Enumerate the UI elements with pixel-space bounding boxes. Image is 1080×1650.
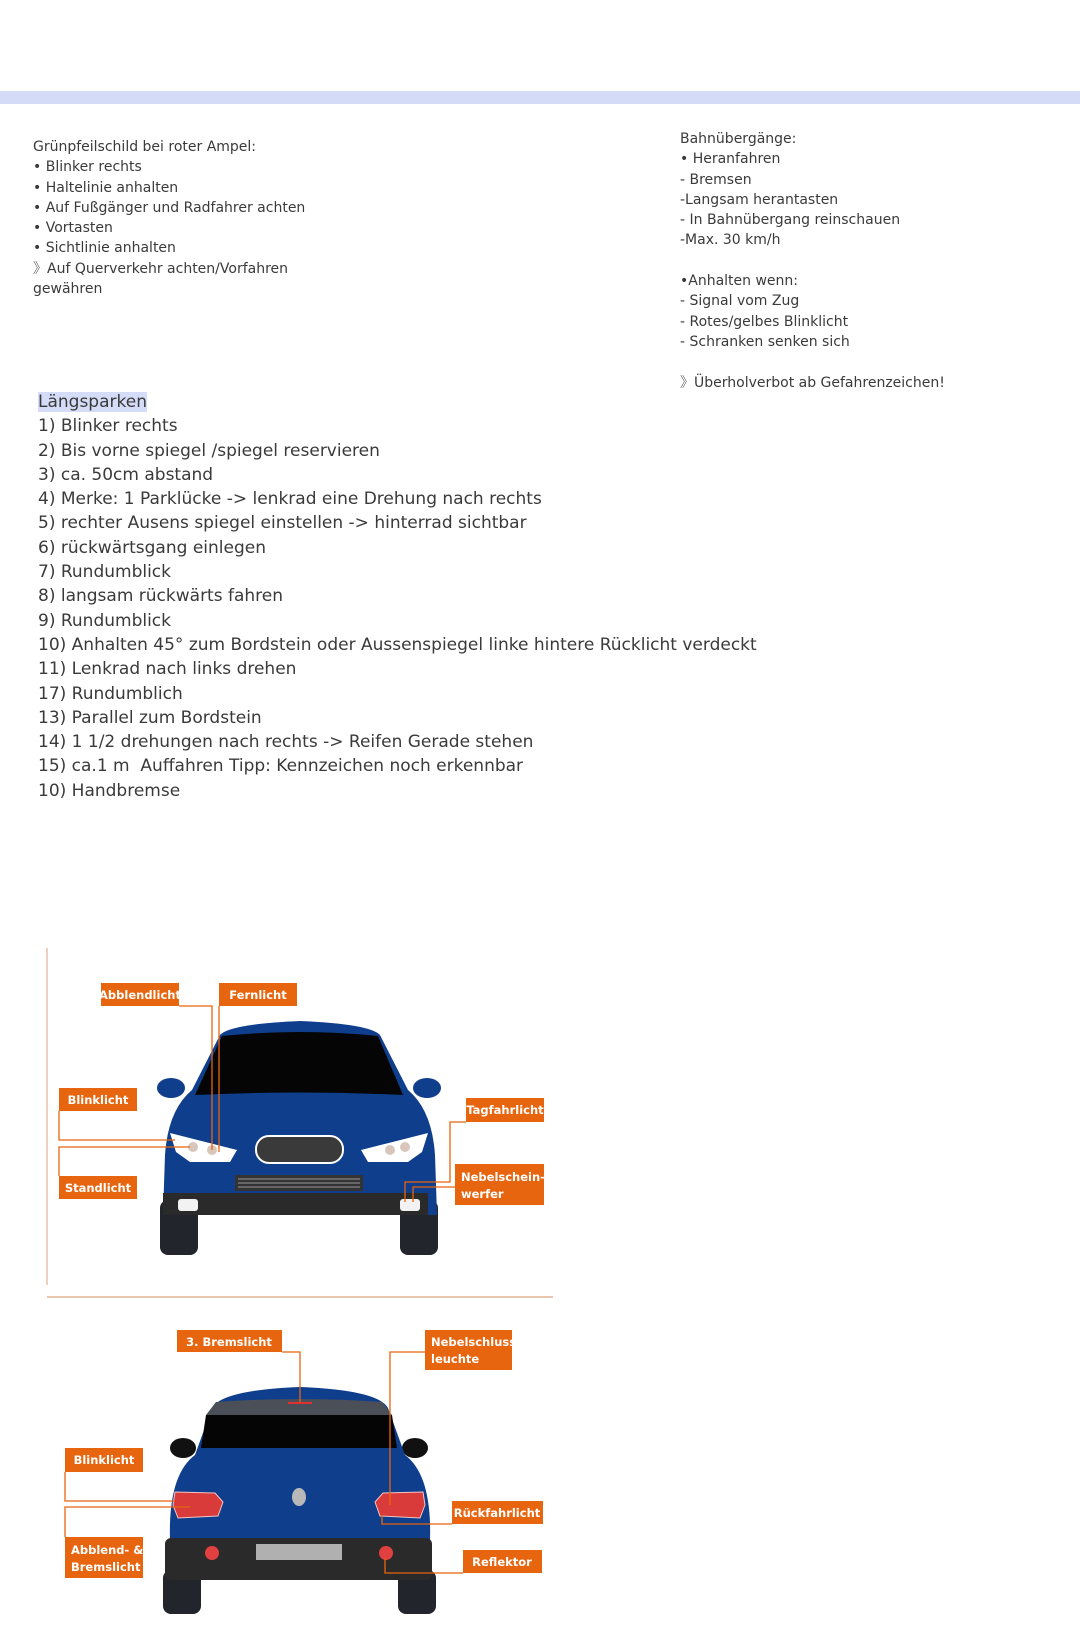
note-line: • Sichtlinie anhalten — [33, 240, 176, 257]
step: 15) ca.1 m Auffahren Tipp: Kennzeichen noch erkennbar — [38, 756, 524, 777]
label-standlicht — [59, 1176, 137, 1199]
label-abblendlicht — [99, 983, 181, 1006]
svg-text:Tagfahrlicht: Tagfahrlicht — [466, 1103, 544, 1117]
label-nebelscheinwerfer — [455, 1164, 545, 1205]
note-title: Bahnübergänge: — [680, 131, 797, 147]
label-blinklicht — [65, 1448, 143, 1472]
note-line: • Blinker rechts — [33, 159, 142, 176]
label-reflektor — [463, 1550, 542, 1573]
note-line: gewähren — [33, 281, 103, 298]
svg-text:Nebelschein-: Nebelschein- — [461, 1170, 545, 1184]
note-line: -Max. 30 km/h — [680, 232, 781, 249]
step: 5) rechter Ausens spiegel einstellen -> hinterrad sichtbar — [38, 513, 527, 534]
note-line: 》Überholverbot ab Gefahrenzeichen! — [680, 374, 945, 391]
step: 10) Anhalten 45° zum Bordstein oder Aussenspiegel linke hintere Rücklicht verdeckt — [38, 634, 757, 655]
note-line: 》Auf Querverkehr achten/Vorfahren — [33, 260, 289, 277]
step: 1) Blinker rechts — [38, 416, 178, 437]
label-rueckfahrlicht — [452, 1501, 543, 1524]
svg-text:leuchte: leuchte — [431, 1352, 480, 1366]
label-3-bremslicht — [177, 1330, 282, 1352]
step: 11) Lenkrad nach links drehen — [38, 659, 297, 680]
step: 17) Rundumblich — [38, 683, 183, 704]
step: 14) 1 1/2 drehungen nach rechts -> Reifen Gerade stehen — [38, 732, 534, 753]
svg-text:Blinklicht: Blinklicht — [67, 1093, 129, 1107]
svg-text:Fernlicht: Fernlicht — [229, 988, 287, 1002]
label-abblend-bremslicht — [65, 1537, 143, 1578]
note-title: Längsparken — [38, 392, 147, 412]
note-line: • Heranfahren — [680, 151, 781, 168]
gruenpfeil-note — [33, 137, 305, 299]
note-line: - Bremsen — [680, 171, 752, 188]
step: 8) langsam rückwärts fahren — [38, 586, 284, 607]
step: 7) Rundumblick — [38, 562, 172, 583]
note-line: - Signal vom Zug — [680, 293, 800, 310]
step: 3) ca. 50cm abstand — [38, 464, 214, 485]
step: 6) rückwärtsgang einlegen — [38, 537, 266, 558]
rear-car-diagram — [40, 1290, 640, 1650]
svg-text:3. Bremslicht: 3. Bremslicht — [186, 1335, 272, 1349]
svg-text:Rückfahrlicht: Rückfahrlicht — [453, 1506, 541, 1520]
svg-text:Abblendlicht: Abblendlicht — [99, 988, 181, 1002]
car-rear-illustration — [163, 1387, 436, 1614]
label-blinklicht — [59, 1088, 137, 1111]
bahnuebergang-note — [680, 129, 945, 393]
svg-text:Nebelschluss-: Nebelschluss- — [431, 1335, 521, 1349]
label-nebelschlussleuchte — [425, 1330, 521, 1370]
svg-text:Bremslicht: Bremslicht — [71, 1560, 141, 1574]
step: 4) Merke: 1 Parklücke -> lenkrad eine Drehung nach rechts — [38, 489, 542, 510]
svg-text:Abblend- &: Abblend- & — [71, 1543, 144, 1557]
label-tagfahrlicht — [466, 1098, 544, 1122]
note-line: • Auf Fußgänger und Radfahrer achten — [33, 199, 306, 216]
note-line: - Schranken senken sich — [680, 333, 850, 350]
note-line: - In Bahnübergang reinschauen — [680, 212, 901, 229]
step: 9) Rundumblick — [38, 610, 172, 631]
note-title: Grünpfeilschild bei roter Ampel: — [33, 139, 257, 155]
laengsparken-note — [38, 390, 757, 803]
step: 2) Bis vorne spiegel /spiegel reservieren — [38, 440, 380, 461]
svg-text:Blinklicht: Blinklicht — [73, 1453, 135, 1467]
note-line: •Anhalten wenn: — [680, 273, 799, 290]
note-line: - Rotes/gelbes Blinklicht — [680, 313, 849, 330]
front-car-diagram — [40, 940, 640, 1300]
svg-text:Standlicht: Standlicht — [64, 1181, 132, 1195]
note-line — [680, 251, 945, 271]
note-line: • Haltelinie anhalten — [33, 179, 179, 196]
step: 13) Parallel zum Bordstein — [38, 707, 262, 728]
svg-text:Reflektor: Reflektor — [472, 1555, 532, 1569]
note-line: -Langsam herantasten — [680, 191, 839, 208]
car-front-illustration — [157, 1021, 441, 1255]
svg-text:werfer: werfer — [461, 1187, 504, 1201]
note-line: • Vortasten — [33, 220, 113, 237]
header-highlight-band — [0, 91, 1080, 104]
note-line — [680, 352, 945, 372]
label-fernlicht — [219, 983, 297, 1006]
step: 10) Handbremse — [38, 780, 181, 801]
